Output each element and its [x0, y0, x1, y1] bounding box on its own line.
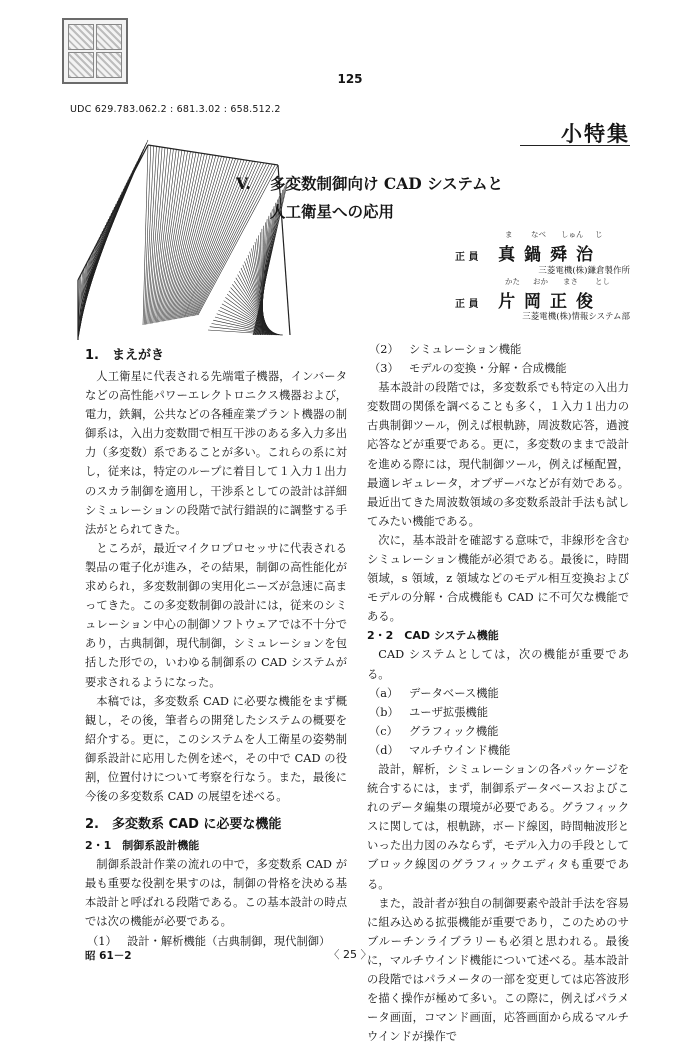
udc-code: UDC 629.783.062.2 : 681.3.02 : 658.512.2: [70, 104, 281, 115]
list-item: （d） マルチウインド機能: [369, 743, 511, 757]
subsection-heading-cad-system: 2・2 CAD システム機能: [367, 629, 499, 643]
feature-label: 小特集: [561, 121, 630, 146]
paragraph: 制御系設計作業の流れの中で，多変数系 CAD が最も重要な役割を果すのは，制御の骨格を決める基本設計と呼ばれる段階である。この基本設計の時点では次の機能が必要である。: [85, 858, 347, 929]
article-title: [236, 172, 503, 194]
author-1-ruby: ま なべ しゅん じ: [505, 230, 603, 239]
section-heading-introduction: 1. まえがき: [85, 348, 164, 363]
author-role: 正 員: [455, 299, 479, 310]
author-2-affiliation: 三菱電機(株)情報システム部: [522, 312, 630, 322]
page-number: 125: [337, 72, 363, 86]
paragraph: また，設計者が独自の制御要素や設計手法を容易に組み込める拡張機能が重要であり，このためのサブルーチンライブラリーも必須と思われる。最後に，マルチウインド機能について述べる。基本設計の段階ではパラメータの一部を変更しては応答波形を描く操作が極めて多い。この際に，例えばパラメータ画面，コマンド画面，応答画面から成るマルチウインドが操作で: [367, 896, 629, 1044]
string-art-illustration: [68, 130, 298, 350]
paragraph: 基本設計の段階では，多変数系でも特定の入出力変数間の関係を調べることも多く，１入力１出力の古典制御ツール，例えば根軌跡，周波数応答，過渡応答などが重要である。更に，多変数のままで設計を進める際には，現代制御ツール，例えば極配置，最適レギュレータ，オブザーバなどが有効である。最近出てきた周波数領域の多変数系設計手法も試してみたい機能である。: [367, 381, 629, 528]
section-heading-cad-functions: 2. 多変数系 CAD に必要な機能: [85, 817, 282, 833]
footer-page-number: 〈 25 〉: [328, 948, 372, 961]
list-item: （1） 設計・解析機能（古典制御，現代制御）: [87, 934, 331, 948]
feature-rule: [520, 145, 630, 146]
paragraph: ところが，最近マイクロプロセッサに代表される製品の電子化が進み，その結果，制御の高性能化が求められ，多変数制御の実用化ニーズが急速に高まってきた。この多変数制御の設計には，従来のシミュレーション中心の制御ソフトウェアでは不十分であり，古典制御，現代制御，シミュレーションを包括した形での，いわゆる制御系の CAD システムが要求されるようになった。: [85, 541, 347, 689]
list-item: （2） シミュレーション機能: [369, 343, 522, 356]
author-role: 正 員: [455, 252, 479, 263]
title-line-2: 人工衛星への応用: [270, 202, 395, 221]
paragraph: CAD システムとしては，次の機能が重要である。: [367, 648, 629, 681]
title-line-1: 多変数制御向け CAD システムと: [270, 174, 504, 193]
paragraph: 本稿では，多変数系 CAD に必要な機能をまず概観し，その後，筆者らの開発したシステムの概要を紹介する。更に，このシステムを人工衛星の姿勢制御系設計に応用した例を述べ，その中で CAD の役割，位置付けについて考察を行なう。また，最後に今後の多変数系 CAD の展望を述べる。: [85, 694, 347, 804]
right-column: [367, 340, 629, 1046]
paragraph: 人工衛星に代表される先端電子機器，インバータなどの高性能パワーエレクトロニクス機器および，電力，鉄鋼，公共などの各種産業プラント機器の制御系は，入出力変数間で相互干渉のある多入力多出力（多変数）系であることが多い。これらの系に対し，従来は，特定のループに着目して１入力１出力のスカラ制御を適用し，干渉系としての設計は詳細シミュレーションの段階で試行錯誤的に調整する手法がとられてきた。: [85, 370, 347, 536]
author-2-ruby: かた おか まさ とし: [505, 277, 610, 286]
author-2: [455, 287, 602, 312]
list-item: （3） モデルの変換・分解・合成機能: [369, 362, 567, 376]
list-item: （b） ユーザ拡張機能: [369, 705, 489, 719]
library-stamp: [62, 18, 128, 84]
paragraph: 設計，解析，シミュレーションの各パッケージを統合するには，まず，制御系データベースおよびこれのデータ編集の環境が必要である。グラフィックスに関しては，根軌跡，ボード線図，時間軸波形といった出力図のみならず，モデル入力の手段としてブロック線図のグラフィックエディタも重要である。: [367, 762, 629, 891]
author-1: [455, 240, 602, 265]
list-item: （c） グラフィック機能: [369, 724, 499, 738]
author-1-affiliation: 三菱電機(株)鎌倉製作所: [538, 266, 630, 276]
paragraph: 次に，基本設計を確認する意味で，非線形を含むシミュレーション機能が必須である。最後に，時間領域，s 領域，z 領域などのモデル相互変換およびモデルの分解・合成機能も CAD に不可欠な機能である。: [367, 533, 629, 624]
title-number: V.: [236, 174, 251, 193]
subsection-heading-design-functions: 2・1 制御系設計機能: [85, 839, 200, 853]
list-item: （a） データベース機能: [369, 686, 499, 700]
author-name: 片岡正俊: [498, 292, 603, 312]
author-name: 真鍋舜治: [498, 245, 603, 265]
left-column: [85, 345, 347, 951]
footer-issue: 昭 61－2: [85, 950, 132, 962]
